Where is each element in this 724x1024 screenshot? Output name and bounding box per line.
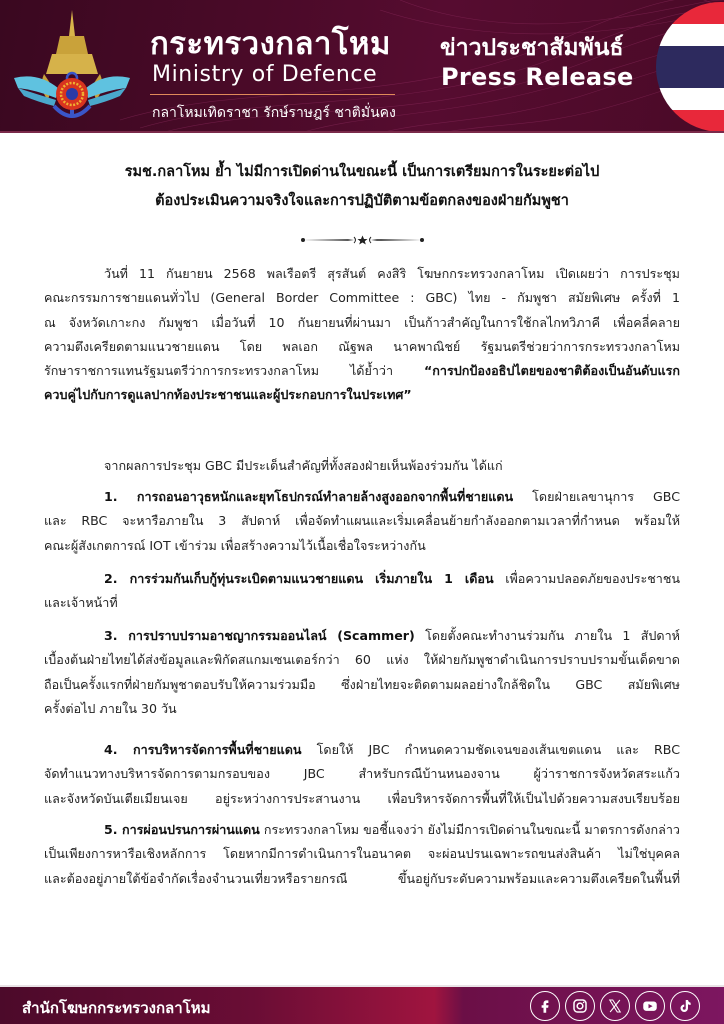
text-line: วันที่ 11 กันยายน 2568 พลเรือตรี สุรสันต์ คงสิริ โฆษกกระทรวงกลาโหม เปิดเผยว่า การประชุม xyxy=(104,266,680,281)
headline-line-2: ต้องประเมินความจริงใจและการปฏิบัติตามข้อตกลงของฝ่ายกัมพูชา xyxy=(155,193,569,209)
text-line: และจังหวัดบันเตียเมียนเจย อยู่ระหว่างการประสานงาน เพื่อบริหารจัดการพื้นที่ให้เป็นไปด้วยความสงบเรียบร้อย xyxy=(44,790,680,806)
instagram-icon[interactable] xyxy=(565,991,595,1021)
point-first-line xyxy=(44,624,680,648)
point-heading: 5. การผ่อนปรนการผ่านแดน xyxy=(104,822,260,837)
text-line: เป็นเพียงการหารือเชิงหลักการ โดยหากมีการดำเนินการในอนาคต จะผ่อนปรนเฉพาะรถขนส่งสินค้า ไม่ใช่บุคคล xyxy=(44,846,680,862)
ministry-emblem-icon xyxy=(8,8,136,126)
text-normal: รักษาราชการแทนรัฐมนตรีว่าการกระทรวงกลาโหม ได้ย้ำว่า xyxy=(44,363,425,379)
point-heading: 3. การปราบปรามอาชญากรรมออนไลน์ (Scammer) xyxy=(104,628,415,643)
youtube-icon[interactable] xyxy=(635,991,665,1021)
text-line: ครั้งต่อไป ภายใน 30 วัน xyxy=(44,700,177,716)
org-name-thai: กระทรวงกลาโหม xyxy=(150,26,391,62)
text-line: จากผลการประชุม GBC มีประเด็นสำคัญที่ทั้งสองฝ่ายเห็นพ้องร่วมกัน ได้แก่ xyxy=(104,458,503,473)
point-text: โดยฝ่ายเลขานุการ GBC xyxy=(513,489,680,504)
quote-bold: “การปกป้องอธิปไตยของชาติต้องเป็นอันดับแรก xyxy=(424,363,680,379)
text-line: คณะผู้สังเกตการณ์ IOT เข้าร่วม เพื่อสร้างความไว้เนื้อเชื่อใจระหว่างกัน xyxy=(44,537,426,553)
point-text: โดยให้ JBC กำหนดความชัดเจนของเส้นเขตแดน และ RBC xyxy=(301,742,680,757)
point-1 xyxy=(44,485,680,558)
point-first-line xyxy=(44,738,680,762)
press-release-header xyxy=(0,0,724,133)
point-heading: 1. การถอนอาวุธหนักและยุทโธปกรณ์ทำลายล้างสูงออกจากพื้นที่ชายแดน xyxy=(104,489,514,504)
point-text: โดยตั้งคณะทำงานร่วมกัน ภายใน 1 สัปดาห์ xyxy=(414,628,680,643)
point-first-line xyxy=(44,485,680,509)
x-icon[interactable] xyxy=(600,991,630,1021)
header-bottom-border xyxy=(0,131,724,133)
tiktok-icon[interactable] xyxy=(670,991,700,1021)
point-first-line xyxy=(44,567,680,591)
ornament-divider-icon xyxy=(300,234,425,246)
headline-line-1: รมช.กลาโหม ย้ำ ไม่มีการเปิดด่านในขณะนี้ เป็นการเตรียมการในระยะต่อไป xyxy=(124,164,600,180)
footer-bar xyxy=(0,985,724,1024)
point-heading: 2. การร่วมกันเก็บกู้ทุ่นระเบิดตามแนวชายแดน เริ่มภายใน 1 เดือน xyxy=(104,571,494,586)
org-motto: กลาโหมเทิดราชา รักษ์ราษฎร์ ชาติมั่นคง xyxy=(152,105,396,121)
text-line: และต้องอยู่ภายใต้ข้อจำกัดเรื่องจำนวนเที่ยวหรือรายกรณี ขึ้นอยู่กับระดับความพร้อมและความตึงเครียดในพื้นที่ xyxy=(44,870,680,886)
text-line: และ RBC จะหารือภายใน 3 สัปดาห์ เพื่อจัดทำแผนและเริ่มเคลื่อนย้ายกำลังออกตามเวลาที่กำหนด พร้อมให้ xyxy=(44,513,680,529)
text-line: คณะกรรมการชายแดนทั่วไป (General Border Committee : GBC) ไทย - กัมพูชา สมัยพิเศษ ครั้งที่ 1 xyxy=(44,290,680,306)
facebook-icon[interactable] xyxy=(530,991,560,1021)
point-heading: 4. การบริหารจัดการพื้นที่ชายแดน xyxy=(104,742,302,757)
header-divider xyxy=(150,94,395,95)
text-line xyxy=(44,359,680,383)
point-text: เพื่อความปลอดภัยของประชาชน xyxy=(493,571,680,586)
text-line: เบื้องต้นฝ่ายไทยได้ส่งข้อมูลและพิกัดสแกมเซนเตอร์กว่า 60 แห่ง ให้ฝ่ายกัมพูชาดำเนินการปราบปรามขั้นเด็ดขาด xyxy=(44,652,680,668)
text-line: และเจ้าหน้าที่ xyxy=(44,595,118,611)
text-line: จัดทำแนวทางบริหารจัดการตามกรอบของ JBC สำหรับกรณีบ้านหนองจาน ผู้ว่าราชการจังหวัดสระแก้ว xyxy=(44,766,680,782)
quote-bold-line: ควบคู่ไปกับการดูแลปากท้องประชาชนและผู้ประกอบการในประเทศ” xyxy=(44,387,412,403)
intro-paragraph xyxy=(44,262,680,408)
text-line: ถือเป็นครั้งแรกที่ฝ่ายกัมพูชาตอบรับให้ความร่วมมือ ซึ่งฝ่ายไทยจะติดตามผลอย่างใกล้ชิดใน GBC สมัยพิเศษ xyxy=(44,676,680,692)
point-text: กระทรวงกลาโหม ขอชี้แจงว่า ยังไม่มีการเปิดด่านในขณะนี้ มาตรการดังกล่าว xyxy=(259,822,680,837)
footer-office-name: สำนักโฆษกกระทรวงกลาโหม xyxy=(22,999,211,1017)
point-2 xyxy=(44,567,680,616)
press-release-label-thai: ข่าวประชาสัมพันธ์ xyxy=(440,35,624,61)
summary-intro xyxy=(44,454,680,478)
point-3 xyxy=(44,624,680,721)
org-name-english: Ministry of Defence xyxy=(152,62,378,87)
point-4 xyxy=(44,738,680,811)
press-release-label-english: Press Release xyxy=(441,63,634,91)
text-line: ณ จังหวัดเกาะกง กัมพูชา เมื่อวันที่ 10 กันยายนที่ผ่านมา เป็นก้าวสำคัญในการใช้กลไกทวิภาคี เพื่อคลี่คลาย xyxy=(44,314,680,330)
point-5 xyxy=(44,818,680,891)
point-first-line xyxy=(44,818,680,842)
text-line: ความตึงเครียดตามแนวชายแดน โดย พลเอก ณัฐพล นาคพาณิชย์ รัฐมนตรีช่วยว่าการกระทรวงกลาโหม xyxy=(44,338,680,354)
